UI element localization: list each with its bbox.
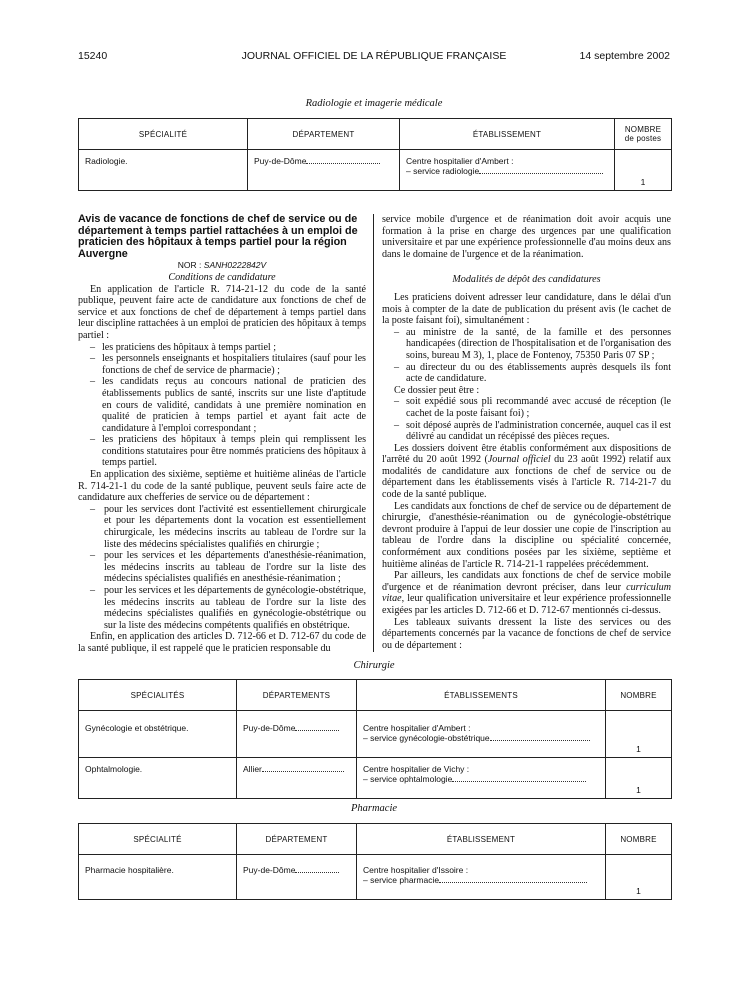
cell-nombre: 1 xyxy=(606,758,672,799)
journal-title: JOURNAL OFFICIEL DE LA RÉPUBLIQUE FRANÇAISE xyxy=(241,50,507,62)
table-pharmacie xyxy=(78,823,672,900)
cell-nombre: 1 xyxy=(606,711,672,758)
list-item: – pour les services et les départements d'anesthésie-réanimation, les médecins inscrits au tableau de l'ordre sur la liste des médecins spécialistes qualifiés en anesthésie-réanimation ; xyxy=(78,550,366,585)
table-radiologie-title: Radiologie et imagerie médicale xyxy=(305,98,443,109)
cell-nombre: 1 xyxy=(615,150,672,191)
publication-date: 14 septembre 2002 xyxy=(579,50,670,62)
col-header-departement: DÉPARTEMENT xyxy=(248,119,400,150)
list-item: – pour les services dont l'activité est essentiellement chirurgicale et pour les départements dont la vocation est essentiellement chirurgicale, les médecins inscrits au tableau de l'ordre sur la liste des médecins spécialistes qualifiés en chirurgie ; xyxy=(78,504,366,550)
table-pharmacie-title: Pharmacie xyxy=(350,803,398,814)
list-item: – les personnels enseignants et hospitaliers titulaires (sauf pour les fonctions de chef de service de pharmacie) ; xyxy=(78,353,366,376)
nor-reference: NOR : SANH0222842V xyxy=(177,260,267,271)
right-column xyxy=(382,214,671,651)
col-header-departement: DÉPARTEMENT xyxy=(237,824,357,855)
table-chirurgie xyxy=(78,679,672,799)
paragraph: Enfin, en application des articles D. 712-66 et D. 712-67 du code de la santé publique, il est rappelé que le praticien responsable du xyxy=(78,631,366,654)
col-header-etablissements: ÉTABLISSEMENTS xyxy=(357,680,606,711)
paragraph: Ce dossier peut être : xyxy=(394,384,480,396)
cell-specialite: Radiologie. xyxy=(79,150,248,191)
table-header-row xyxy=(79,119,672,150)
paragraph: Par ailleurs, les candidats aux fonctions de chef de service mobile d'urgence et de réanimation devront préciser, dans leur curriculum vitae, leur qualification universitaire et leur expérience professionnelle exigées par les articles D. 712-66 et D. 712-67 mentionnés ci-dessus. xyxy=(382,570,671,616)
col-header-nombre: NOMBRE xyxy=(606,680,672,711)
list-item: – au directeur du ou des établissements auprès desquels ils font acte de candidature. xyxy=(382,362,671,385)
col-header-etablissement: ÉTABLISSEMENT xyxy=(400,119,615,150)
list-item: – soit déposé auprès de l'administration concernée, auquel cas il est délivré au candidat un récépissé des pièces reçues. xyxy=(382,420,671,443)
page-number: 15240 xyxy=(78,50,108,62)
list-item: – les candidats reçus au concours national de praticien des établissements publics de santé, inscrits sur une liste d'aptitude en cours de validité, candidats à une première nomination en qualité de praticien à temps partiel et ayant fait acte de candidature à l'emploi correspondant ; xyxy=(78,376,366,434)
table-header-row xyxy=(79,824,672,855)
cell-departement: Allier xyxy=(237,758,357,799)
recipients-list xyxy=(382,327,671,385)
submission-list xyxy=(382,396,671,442)
paragraph: Les dossiers doivent être établis conformément aux dispositions de l'arrêté du 20 août 1992 (Journal officiel du 23 août 1992) relatif aux modalités de candidature aux fonctions de chef de service ou de département dans les établissements visés à l'article R. 714-21-7 du code de la santé publique. xyxy=(382,442,672,501)
paragraph: service mobile d'urgence et de réanimation doit avoir acquis une formation à la prise en charge des urgences par une qualification universitaire et par une expérience professionnelle d'au moins deux ans dans le domaine de l'urgence et de la réanimation. xyxy=(382,214,671,260)
subtitle-depot: Modalités de dépôt des candidatures xyxy=(452,274,601,286)
cell-specialite: Gynécologie et obstétrique. xyxy=(79,711,237,758)
table-header-row xyxy=(79,680,672,711)
table-row xyxy=(79,758,672,799)
cell-etablissement: Centre hospitalier d'Issoire : – service pharmacie xyxy=(357,855,606,900)
list-item: – au ministre de la santé, de la famille et des personnes handicapées (direction de l'hospitalisation et de l'organisation des soins, bureau M 3), 1, place de Fontenoy, 75350 Paris 07 SP ; xyxy=(382,327,671,362)
col-header-departements: DÉPARTEMENTS xyxy=(237,680,357,711)
paragraph: Les candidats aux fonctions de chef de service ou de département de chirurgie, d'anesthésie-réanimation ou de gynécologie-obstétrique devront produire à l'appui de leur dossier une copie de l'inscription au tableau de l'ordre dans la discipline ou spécialité concernée, conformément aux conditions posées par les sixième, septième et huitième alinéas de l'article R. 714-21-1 rappelées précédemment. xyxy=(382,500,671,570)
cell-etablissement: Centre hospitalier d'Ambert : – service radiologie xyxy=(400,150,615,191)
specialty-list xyxy=(78,504,366,632)
table-chirurgie-title: Chirurgie xyxy=(353,660,395,671)
col-header-nombre: NOMBRE xyxy=(606,824,672,855)
paragraph: En application des sixième, septième et huitième alinéas de l'article R. 714-21-1 du code de la santé publique, peuvent seuls faire acte de candidature aux chefferies de service ou de département : xyxy=(78,469,366,504)
col-header-specialite: SPÉCIALITÉ xyxy=(79,119,248,150)
table-radiologie xyxy=(78,118,672,191)
table-row xyxy=(79,150,672,191)
cell-departement: Puy-de-Dôme xyxy=(248,150,400,191)
col-header-etablissement: ÉTABLISSEMENT xyxy=(357,824,606,855)
col-header-specialite: SPÉCIALITÉ xyxy=(79,824,237,855)
list-item: – les praticiens des hôpitaux à temps partiel ; xyxy=(78,342,366,354)
left-column xyxy=(78,214,366,655)
col-header-nombre: NOMBRE de postes xyxy=(615,119,672,150)
list-item: – pour les services et les départements de gynécologie-obstétrique, les médecins inscrits au tableau de l'ordre sur la liste des médecins spécialistes qualifiés en gynécologie-obstétrique ou sur la liste des médecins compétents qualifiés en obstétrique. xyxy=(78,585,366,631)
cell-departement: Puy-de-Dôme xyxy=(237,855,357,900)
article-heading: Avis de vacance de fonctions de chef de service ou de département à temps partiel rattachées à un emploi de praticien des hôpitaux à temps partiel pour la région Auvergne xyxy=(78,213,358,260)
col-header-specialites: SPÉCIALITÉS xyxy=(79,680,237,711)
paragraph: En application de l'article R. 714-21-12 du code de la santé publique, peuvent faire acte de candidature aux fonctions de chef de service et aux fonctions de chef de département à temps partiel dans leur discipline rattachées à un emploi de praticien des hôpitaux à temps partiel : xyxy=(78,283,366,341)
cell-nombre: 1 xyxy=(606,855,672,900)
list-item: – soit expédié sous pli recommandé avec accusé de réception (le cachet de la poste faisant foi) ; xyxy=(382,396,671,419)
table-row xyxy=(79,711,672,758)
paragraph: Les tableaux suivants dressent la liste des services ou des départements concernés par la vacance de fonctions de chef de service ou de département : xyxy=(382,616,671,651)
subtitle-conditions: Conditions de candidature xyxy=(168,271,276,283)
cell-specialite: Ophtalmologie. xyxy=(79,758,237,799)
cell-departement: Puy-de-Dôme xyxy=(237,711,357,758)
eligibility-list xyxy=(78,342,366,470)
cell-etablissement: Centre hospitalier d'Ambert : – service gynécologie-obstétrique xyxy=(357,711,606,758)
cell-etablissement: Centre hospitalier de Vichy : – service ophtalmologie xyxy=(357,758,606,799)
column-divider xyxy=(373,214,374,652)
paragraph: Les praticiens doivent adresser leur candidature, dans le délai d'un mois à compter de la date de publication du présent avis (le cachet de la poste faisant foi), simultanément : xyxy=(382,291,671,327)
list-item: – les praticiens des hôpitaux à temps plein qui remplissent les conditions statutaires pour être nommés praticiens des hôpitaux à temps partiel. xyxy=(78,434,366,469)
table-row xyxy=(79,855,672,900)
cell-specialite: Pharmacie hospitalière. xyxy=(79,855,237,900)
